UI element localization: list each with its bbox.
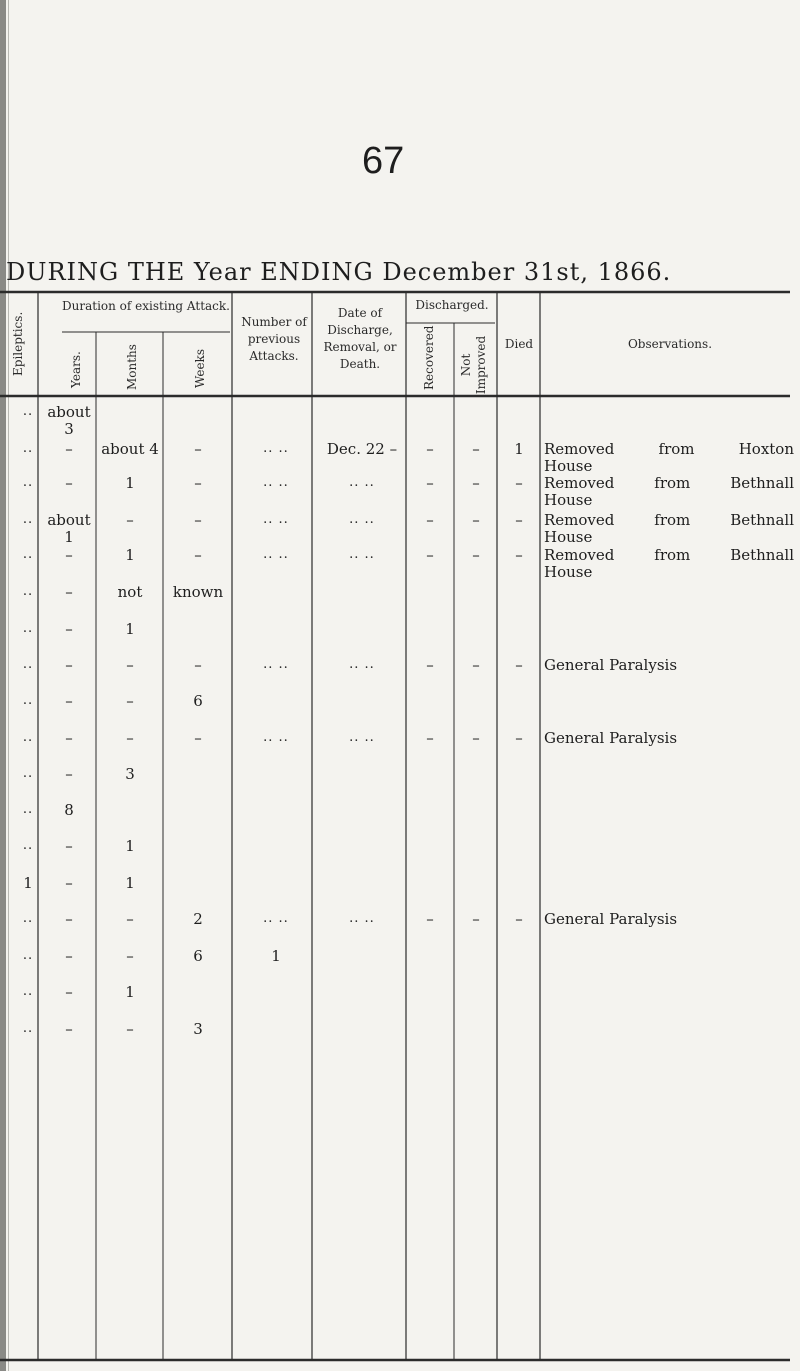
cell-epileptic: .. — [22, 512, 34, 527]
cell-months: 1 — [125, 474, 135, 492]
cell-months: – — [126, 1020, 134, 1038]
cell-epileptic: .. — [22, 621, 34, 636]
heading-december: December — [382, 258, 516, 286]
cell-months: 3 — [125, 765, 135, 783]
cell-years: – — [65, 474, 73, 492]
cell-epileptic: .. — [22, 730, 34, 745]
cell-recovered: – — [426, 656, 434, 674]
cell-date: Dec. 22 – — [326, 440, 398, 458]
cell-months: 1 — [125, 983, 135, 1001]
cell-weeks: 2 — [193, 910, 203, 928]
cell-not-improved: – — [472, 656, 480, 674]
cell-weeks: 6 — [193, 947, 203, 965]
cell-date: .. .. — [349, 911, 375, 926]
header-not-improved: Not Improved — [459, 335, 488, 395]
cell-years: – — [65, 656, 73, 674]
heading-lead: DURING THE — [6, 258, 194, 286]
cell-years: – — [65, 583, 73, 601]
cell-epileptic: .. — [22, 948, 34, 963]
cell-months: – — [126, 511, 134, 529]
cell-years: – — [65, 765, 73, 783]
cell-weeks: – — [194, 474, 202, 492]
observation-continuation: House — [544, 491, 593, 509]
cell-died: 1 — [514, 440, 524, 458]
cell-years: – — [65, 692, 73, 710]
cell-months: 1 — [125, 620, 135, 638]
cell-recovered: – — [426, 546, 434, 564]
header-years: Years. — [69, 351, 83, 388]
cell-weeks: – — [194, 546, 202, 564]
cell-date: .. .. — [349, 730, 375, 745]
cell-not-improved: – — [472, 546, 480, 564]
cell-attacks: .. .. — [263, 547, 289, 562]
cell-attacks: .. .. — [263, 512, 289, 527]
cell-years: – — [65, 874, 73, 892]
header-epileptics: Epileptics. — [11, 311, 25, 376]
cell-months: – — [126, 729, 134, 747]
cell-not-improved: – — [472, 910, 480, 928]
cell-attacks: .. .. — [263, 475, 289, 490]
cell-recovered: – — [426, 474, 434, 492]
cell-died: – — [515, 656, 523, 674]
observation-text: General Paralysis — [544, 910, 678, 928]
observation-continuation: House — [544, 528, 593, 546]
cell-years: – — [65, 440, 73, 458]
cell-epileptic: .. — [22, 404, 34, 419]
cell-weeks: 6 — [193, 692, 203, 710]
cell-weeks: – — [194, 440, 202, 458]
cell-epileptic: .. — [22, 657, 34, 672]
heading-mid: ENDING — [251, 258, 383, 286]
cell-epileptic: .. — [22, 547, 34, 562]
header-date-discharge: Date of Discharge, Removal, or Death. — [323, 306, 397, 371]
cell-recovered: – — [426, 511, 434, 529]
cell-months: not — [117, 583, 143, 601]
cell-years: – — [65, 729, 73, 747]
cell-weeks: known — [172, 583, 224, 601]
cell-epileptic: .. — [22, 911, 34, 926]
cell-recovered: – — [426, 729, 434, 747]
cell-epileptic: .. — [22, 475, 34, 490]
cell-date: .. .. — [349, 547, 375, 562]
page-number: 67 — [362, 140, 405, 182]
cell-recovered: – — [426, 440, 434, 458]
header-weeks: Weeks — [193, 349, 207, 388]
cell-recovered: – — [426, 910, 434, 928]
cell-died: – — [515, 474, 523, 492]
cell-months: 1 — [125, 837, 135, 855]
cell-epileptic: .. — [22, 766, 34, 781]
cell-years: – — [65, 837, 73, 855]
cell-years: about 1 — [47, 511, 91, 546]
cell-epileptic: .. — [22, 584, 34, 599]
cell-died: – — [515, 910, 523, 928]
cell-date: .. .. — [349, 657, 375, 672]
cell-years: – — [65, 1020, 73, 1038]
cell-weeks: – — [194, 511, 202, 529]
observation-text: General Paralysis — [544, 729, 678, 747]
observation-continuation: House — [544, 457, 593, 475]
cell-epileptic: .. — [22, 1021, 34, 1036]
cell-epileptic: .. — [22, 984, 34, 999]
observation-text: Removed from Bethnall — [544, 546, 794, 564]
cell-attacks: 1 — [271, 947, 281, 965]
cell-months: – — [126, 692, 134, 710]
cell-years: – — [65, 620, 73, 638]
header-discharged: Discharged. — [415, 298, 489, 312]
cell-months: – — [126, 947, 134, 965]
cell-died: – — [515, 511, 523, 529]
cell-died: – — [515, 729, 523, 747]
cell-months: 1 — [125, 874, 135, 892]
cell-years: – — [65, 983, 73, 1001]
cell-years: 8 — [64, 801, 74, 819]
observation-text: Removed from Bethnall — [544, 511, 794, 529]
cell-weeks: – — [194, 656, 202, 674]
observation-text: General Paralysis — [544, 656, 678, 674]
cell-attacks: .. .. — [263, 730, 289, 745]
cell-years: – — [65, 910, 73, 928]
cell-months: – — [126, 656, 134, 674]
cell-attacks: .. .. — [263, 657, 289, 672]
cell-weeks: 3 — [193, 1020, 203, 1038]
cell-months: – — [126, 910, 134, 928]
header-recovered: Recovered — [422, 325, 436, 390]
cell-died: – — [515, 546, 523, 564]
header-months: Months — [125, 344, 139, 390]
cell-date: .. .. — [349, 475, 375, 490]
header-duration: Duration of existing Attack. — [62, 299, 230, 313]
cell-epileptic: .. — [22, 693, 34, 708]
cell-years: – — [65, 947, 73, 965]
cell-epileptic: .. — [22, 802, 34, 817]
cell-epileptic: 1 — [23, 874, 33, 892]
cell-epileptic: .. — [22, 838, 34, 853]
cell-attacks: .. .. — [263, 911, 289, 926]
cell-not-improved: – — [472, 729, 480, 747]
cell-years: about 3 — [47, 403, 91, 438]
cell-weeks: – — [194, 729, 202, 747]
heading-date: 31st, 1866. — [515, 258, 672, 286]
header-number-previous: Number of previous Attacks. — [241, 315, 307, 363]
header-observations: Observations. — [627, 337, 713, 351]
cell-not-improved: – — [472, 511, 480, 529]
cell-attacks: .. .. — [263, 441, 289, 456]
observation-text: Removed from Hoxton — [544, 440, 794, 458]
cell-years: – — [65, 546, 73, 564]
cell-epileptic: .. — [22, 441, 34, 456]
header-died: Died — [504, 337, 534, 351]
cell-date: .. .. — [349, 512, 375, 527]
observation-continuation: House — [544, 563, 593, 581]
heading-year: Year — [193, 258, 252, 286]
cell-not-improved: – — [472, 440, 480, 458]
cell-months: 1 — [125, 546, 135, 564]
cell-not-improved: – — [472, 474, 480, 492]
cell-months: about 4 — [101, 440, 159, 458]
observation-text: Removed from Bethnall — [544, 474, 794, 492]
